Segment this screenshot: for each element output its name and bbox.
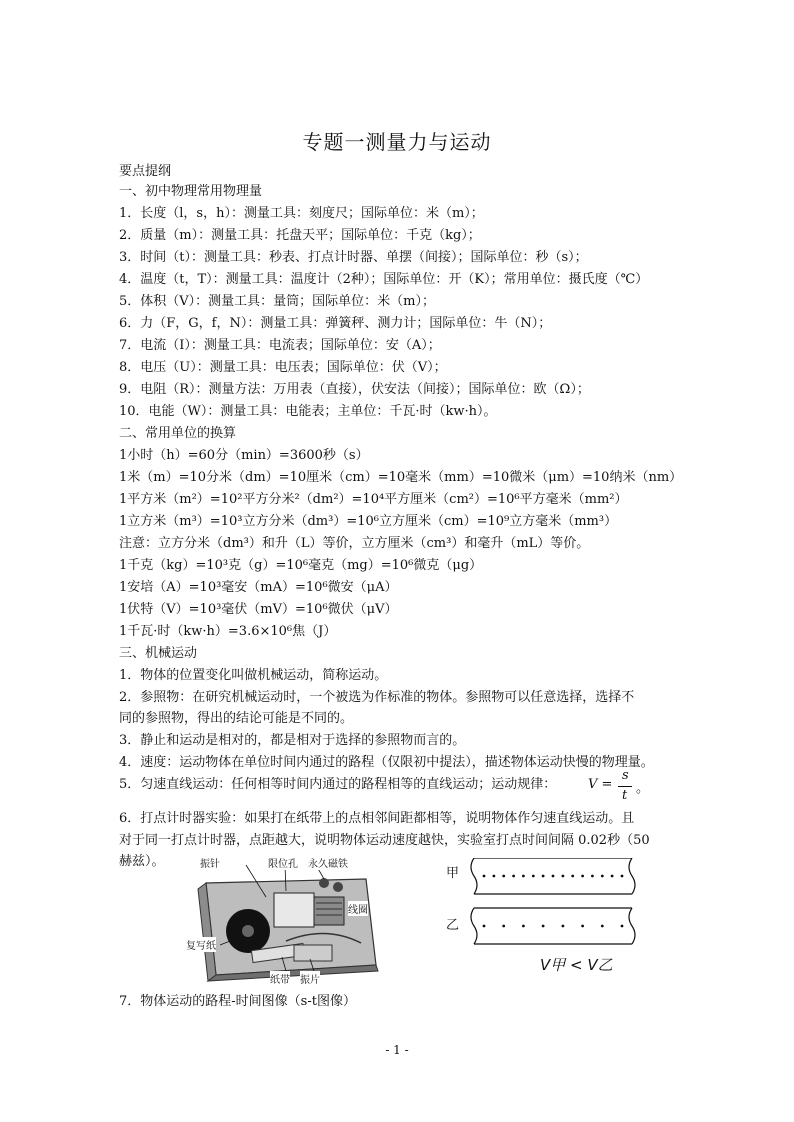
quantity-item-temperature: 4．温度（t，T）：测量工具：温度计（2种）；国际单位：开（K）；常用单位：摄氏度（℃） (119, 272, 649, 287)
quantity-item-force: 6．力（F，G，f，N）：测量工具：弹簧秤、测力计；国际单位：牛（N）； (119, 316, 552, 331)
tape-yi-dot (621, 925, 624, 928)
tapes-drawing (446, 858, 646, 948)
motion-item-5: 5．匀速直线运动：任何相等时间内通过的路程相等的直线运动；运动规律： (119, 777, 557, 792)
tape-jia-dot (512, 875, 515, 878)
motion-item-2-cont: 同的参照物，得出的结论可能是不同的。 (119, 711, 354, 726)
tape-yi-dot (502, 925, 505, 928)
label-paper-tape: 纸带 (270, 971, 290, 986)
motion-item-4: 4．速度：运动物体在单位时间内通过的路程（仅限初中提法），描述物体运动快慢的物理量。 (119, 755, 654, 770)
conversion-mass: 1千克（kg）=10³克（g）=10⁶毫克（mg）=10⁶微克（μg） (119, 558, 483, 573)
label-magnet: 永久磁铁 (308, 855, 348, 870)
motion-item-6-end: 赫兹）。 (119, 854, 165, 869)
motion-item-6-cont: 对于同一打点计时器，点距越大，说明物体运动速度越快，实验室打点时间间隔 0.02秒（50 (119, 833, 650, 848)
tape-yi-dot (581, 925, 584, 928)
formula-denominator: t (622, 788, 628, 803)
tape-yi-dot (562, 925, 565, 928)
tape-jia (471, 858, 635, 894)
tape-jia-dot (532, 875, 535, 878)
tape-yi-dot (601, 925, 604, 928)
conversion-length: 1米（m）=10分米（dm）=10厘米（cm）=10毫米（mm）=10微米（μm）=10纳米（nm） (119, 470, 683, 485)
page-number: - 1 - (385, 1043, 409, 1057)
formula-numerator: s (622, 768, 629, 783)
conversion-energy: 1千瓦·时（kw·h）=3.6×10⁶焦（J） (119, 624, 337, 639)
motion-item-7: 7．物体运动的路程-时间图像（s-t图像） (119, 994, 356, 1009)
tape-jia-dot (522, 875, 525, 878)
conversion-time: 1小时（h）=60分（min）=3600秒（s） (119, 448, 369, 463)
motion-item-3: 3．静止和运动是相对的，都是相对于选择的参照物而言的。 (119, 733, 466, 748)
label-coil: 线圈 (348, 901, 368, 916)
tape-jia-dot (621, 875, 624, 878)
tape-jia-label: 甲 (446, 866, 460, 881)
ticker-timer-figure (186, 853, 382, 988)
quantity-item-energy: 10．电能（W）：测量工具：电能表；主单位：千瓦·时（kw·h）。 (119, 404, 497, 419)
velocity-comparison: V甲 < V乙 (540, 956, 613, 974)
tape-jia-dot (571, 875, 574, 878)
tape-jia-dot (483, 875, 486, 878)
tape-yi-label: 乙 (446, 918, 460, 933)
quantity-item-length: 1．长度（l，s，h）：测量工具：刻度尺；国际单位：米（m）； (119, 206, 484, 221)
label-zhenzhen: 振针 (200, 855, 220, 870)
motion-item-6: 6．打点计时器实验：如果打在纸带上的点相邻间距都相等，说明物体作匀速直线运动。且 (119, 811, 635, 826)
tape-jia-dot (601, 875, 604, 878)
label-limit-hole: 限位孔 (268, 855, 298, 870)
quantity-item-time: 3．时间（t）：测量工具：秒表、打点计时器、单摆（间接）；国际单位：秒（s）； (119, 250, 588, 265)
conversion-voltage: 1伏特（V）=10³毫伏（mV）=10⁶微伏（μV） (119, 602, 398, 617)
motion-item-1: 1．物体的位置变化叫做机械运动，简称运动。 (119, 668, 388, 683)
label-vibrating-plate: 振片 (300, 971, 320, 986)
tape-jia-dot (591, 875, 594, 878)
tape-yi-dot (522, 925, 525, 928)
conversion-volume: 1立方米（m³）=10³立方分米（dm³）=10⁶立方厘米（cm）=10⁹立方毫米（mm³） (119, 514, 618, 529)
formula-lhs: V = (588, 777, 613, 792)
section-1-heading: 一、初中物理常用物理量 (119, 184, 263, 199)
tape-jia-dot (552, 875, 555, 878)
conversion-current: 1安培（A）=10³毫安（mA）=10⁶微安（μA） (119, 580, 398, 595)
quantity-item-volume: 5．体积（V）：测量工具：量筒；国际单位：米（m）； (119, 294, 435, 309)
tape-jia-dot (502, 875, 505, 878)
formula-fraction-bar (618, 786, 632, 787)
paper-tapes-figure (446, 858, 646, 978)
conversion-area: 1平方米（m²）=10²平方分米²（dm²）=10⁴平方厘米（cm²）=10⁶平方毫米（mm²） (119, 492, 628, 507)
tape-yi-dot (542, 925, 545, 928)
tape-yi (471, 908, 635, 944)
velocity-formula (588, 768, 668, 808)
tape-jia-dot (611, 875, 614, 878)
formula-end: 。 (636, 781, 650, 796)
tape-jia-dot (562, 875, 565, 878)
conversion-note: 注意：立方分米（dm³）和升（L）等价，立方厘米（cm³）和毫升（mL）等价。 (119, 536, 590, 551)
outline-label: 要点提纲 (119, 164, 172, 179)
section-3-heading: 三、机械运动 (119, 646, 198, 661)
page-title: 专题一测量力与运动 (302, 130, 492, 154)
tape-jia-dot (581, 875, 584, 878)
motion-item-2: 2．参照物：在研究机械运动时，一个被选为作标准的物体。参照物可以任意选择，选择不 (119, 690, 635, 705)
ticker-timer-illustration (186, 853, 382, 988)
tape-jia-dot (493, 875, 496, 878)
quantity-item-voltage: 8．电压（U）：测量工具：电压表；国际单位：伏（V）； (119, 360, 447, 375)
section-2-heading: 二、常用单位的换算 (119, 426, 237, 441)
quantity-item-current: 7．电流（I）：测量工具：电流表；国际单位：安（A）； (119, 338, 441, 353)
quantity-item-resistance: 9．电阻（R）：测量方法：万用表（直接），伏安法（间接）；国际单位：欧（Ω）； (119, 382, 590, 397)
label-carbon-paper: 复写纸 (186, 937, 216, 952)
quantity-item-mass: 2．质量（m）：测量工具：托盘天平；国际单位：千克（kg）； (119, 228, 481, 243)
tape-yi-dot (483, 925, 486, 928)
tape-jia-dot (542, 875, 545, 878)
